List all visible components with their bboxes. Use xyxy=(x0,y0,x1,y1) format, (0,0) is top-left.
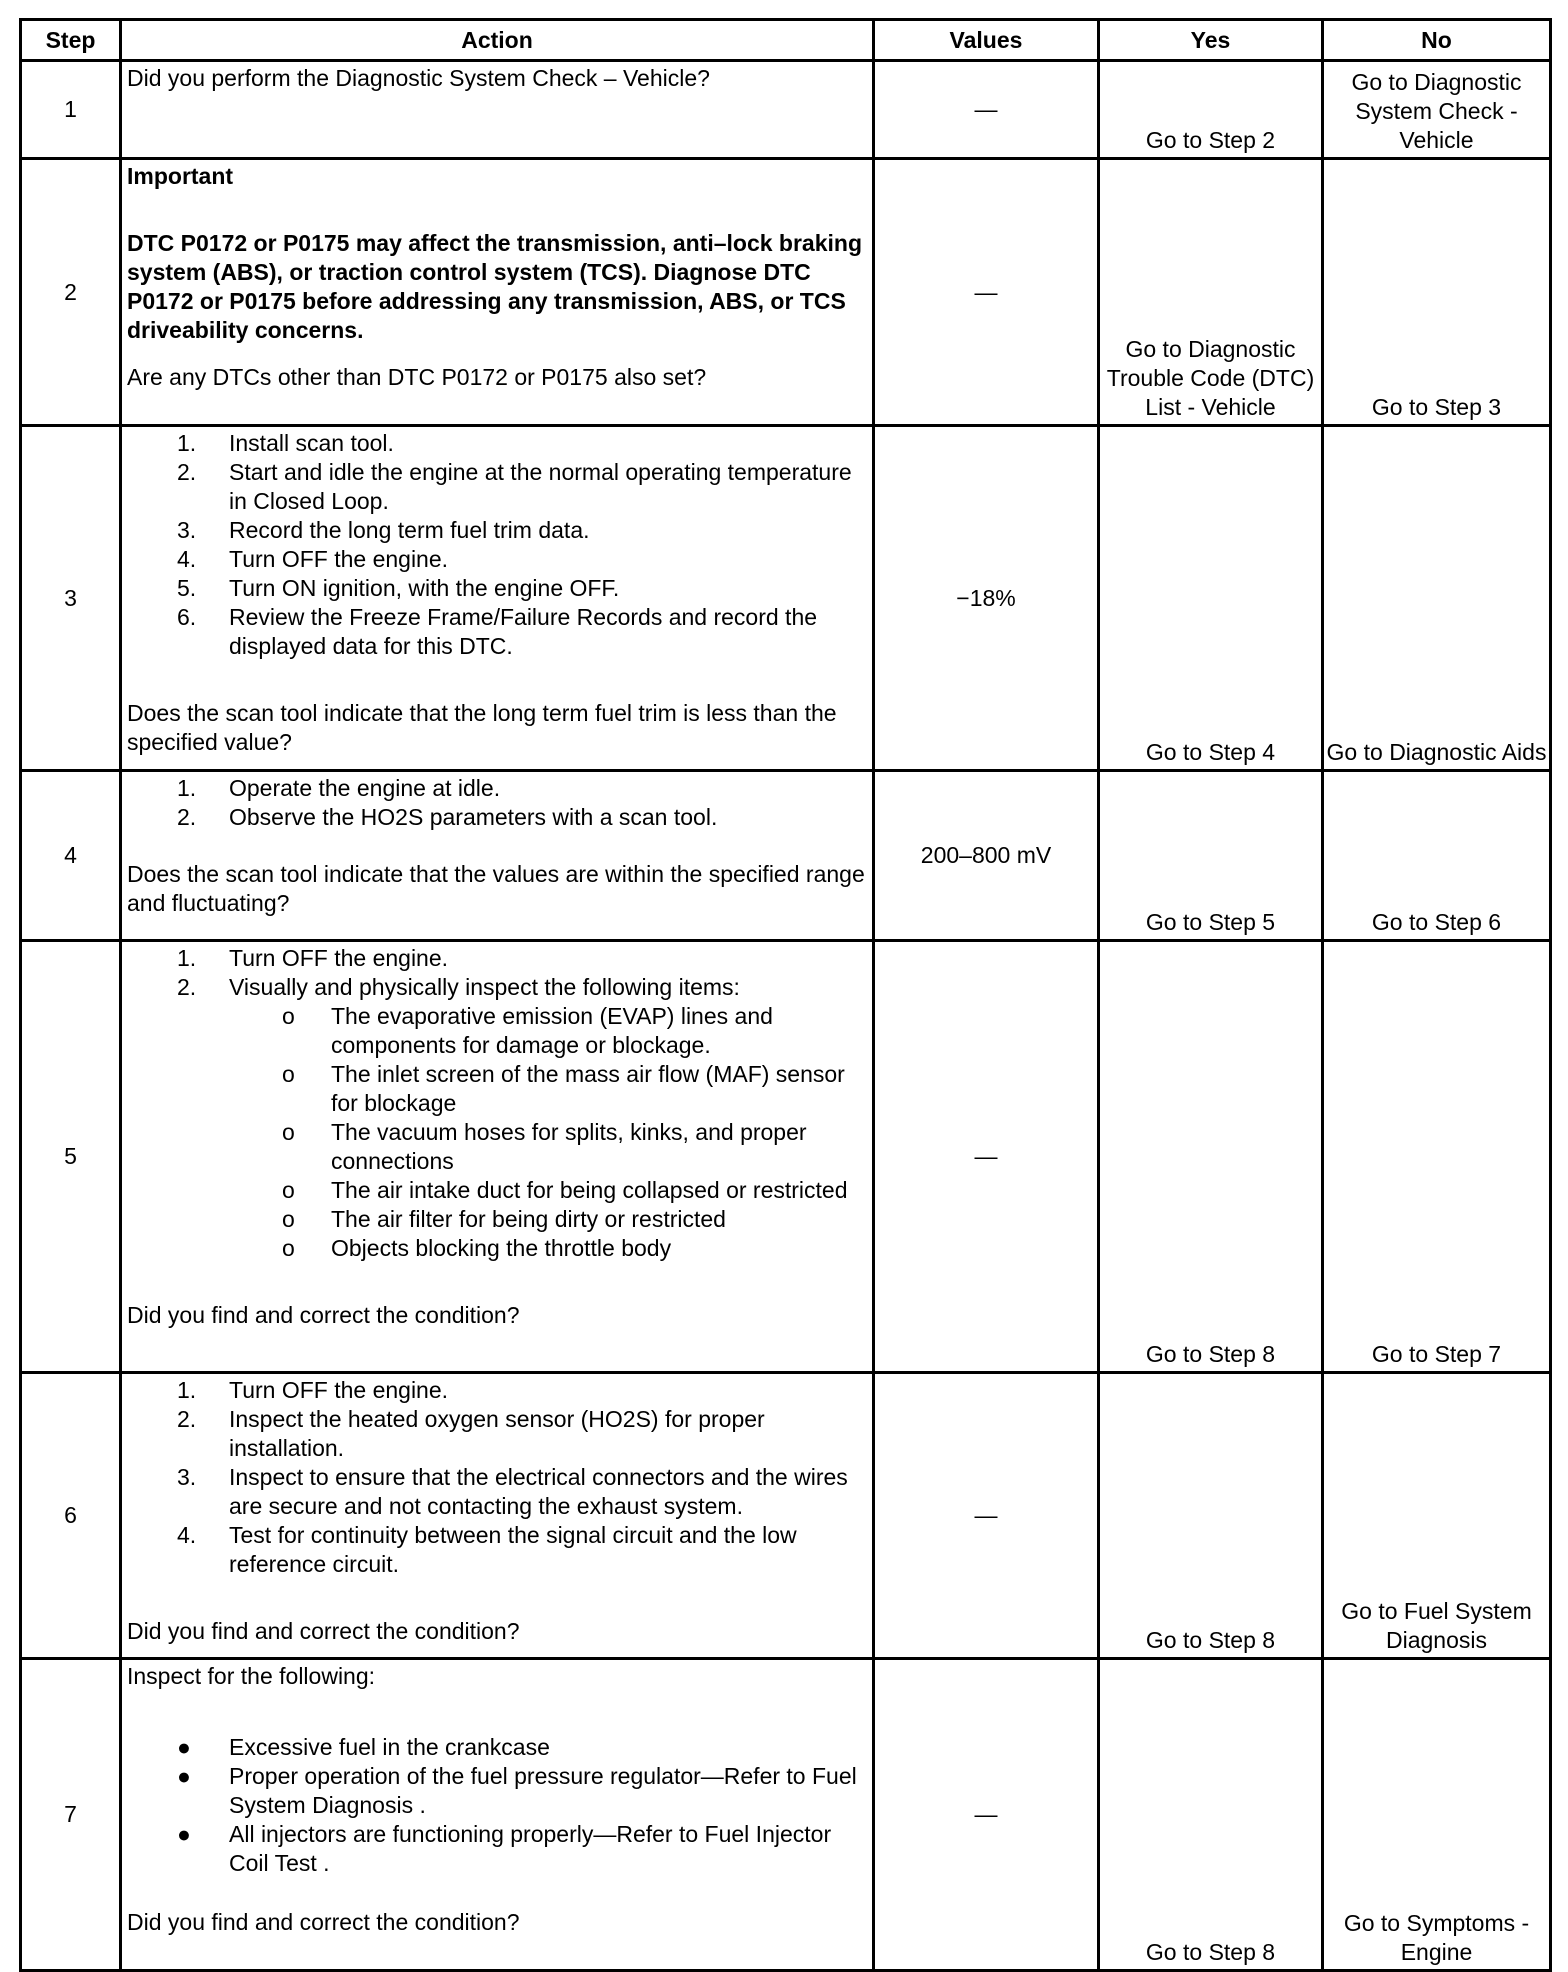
intro-text: Inspect for the following: xyxy=(127,1663,376,1689)
list-item xyxy=(127,944,868,973)
action-cell xyxy=(121,771,874,941)
sub-text: The inlet screen of the mass air flow (MAF) sensor for blockage xyxy=(331,1061,845,1116)
values-cell: −18% xyxy=(874,426,1099,771)
no-cell: Go to Step 7 xyxy=(1323,941,1551,1373)
item-number: 3. xyxy=(177,517,197,543)
values-cell: — xyxy=(874,1373,1099,1659)
sub-text: The evaporative emission (EVAP) lines and components for damage or blockage. xyxy=(331,1003,773,1058)
question-text: Did you find and correct the condition? xyxy=(127,1909,520,1935)
sub-item xyxy=(127,1118,868,1176)
item-number: 2. xyxy=(177,1406,197,1432)
list-item xyxy=(127,1405,868,1463)
no-cell: Go to Step 6 xyxy=(1323,771,1551,941)
question-text: Did you find and correct the condition? xyxy=(127,1618,520,1644)
bullet-item xyxy=(127,1820,868,1878)
values-cell: — xyxy=(874,159,1099,426)
item-text: Turn OFF the engine. xyxy=(229,945,449,971)
item-text: Turn OFF the engine. xyxy=(229,1377,449,1403)
question-text: Did you perform the Diagnostic System Check – Vehicle? xyxy=(127,65,710,91)
list-item xyxy=(127,574,868,603)
item-number: 2. xyxy=(177,974,197,1000)
item-text: Turn ON ignition, with the engine OFF. xyxy=(229,575,620,601)
action-cell xyxy=(121,426,874,771)
yes-cell: Go to Step 8 xyxy=(1099,1373,1323,1659)
item-number: 2. xyxy=(177,459,197,485)
important-label: Important xyxy=(127,163,234,189)
table-row xyxy=(21,771,1551,941)
sub-item xyxy=(127,1002,868,1060)
bullet-item xyxy=(127,1733,868,1762)
bullet-text: Proper operation of the fuel pressure regulator—Refer to Fuel System Diagnosis . xyxy=(229,1763,857,1818)
question-text: Does the scan tool indicate that the long term fuel trim is less than the specified value? xyxy=(127,700,837,755)
bullet-list xyxy=(127,1733,868,1878)
list-item xyxy=(127,603,868,661)
procedure-list xyxy=(127,429,868,661)
sub-item xyxy=(127,1234,868,1263)
bullet-item xyxy=(127,1762,868,1820)
bullet-text: All injectors are functioning properly—Refer to Fuel Injector Coil Test . xyxy=(229,1821,832,1876)
inspection-sublist xyxy=(127,1002,868,1263)
action-cell xyxy=(121,1659,874,1971)
question-text: Did you find and correct the condition? xyxy=(127,1302,520,1328)
item-text: Review the Freeze Frame/Failure Records and record the displayed data for this DTC. xyxy=(229,604,818,659)
item-text: Operate the engine at idle. xyxy=(229,775,501,801)
header-no: No xyxy=(1323,20,1551,61)
item-text: Visually and physically inspect the following items: xyxy=(229,974,740,1000)
values-cell: 200–800 mV xyxy=(874,771,1099,941)
action-cell xyxy=(121,159,874,426)
item-text: Install scan tool. xyxy=(229,430,394,456)
list-item xyxy=(127,516,868,545)
values-cell: — xyxy=(874,61,1099,159)
step-number: 2 xyxy=(21,159,121,426)
item-text: Observe the HO2S parameters with a scan tool. xyxy=(229,804,718,830)
item-number: 1. xyxy=(177,945,197,971)
procedure-list xyxy=(127,944,868,1002)
item-number: 2. xyxy=(177,804,197,830)
item-text: Test for continuity between the signal circuit and the low reference circuit. xyxy=(229,1522,797,1577)
no-cell: Go to Diagnostic System Check - Vehicle xyxy=(1323,61,1551,159)
list-item xyxy=(127,1521,868,1579)
sub-marker: o xyxy=(282,1003,295,1029)
header-action: Action xyxy=(121,20,874,61)
sub-text: The air filter for being dirty or restricted xyxy=(331,1206,726,1232)
sub-marker: o xyxy=(282,1206,295,1232)
bullet-marker: ● xyxy=(177,1734,191,1760)
important-text: DTC P0172 or P0175 may affect the transmission, anti–lock braking system (ABS), or traction control system (TCS). Diagnose DTC P0172 or P0175 before addressing any transmission, ABS, or TCS driveability concerns. xyxy=(127,230,863,343)
list-item xyxy=(127,429,868,458)
step-number: 6 xyxy=(21,1373,121,1659)
question-text: Does the scan tool indicate that the values are within the specified range and fluctuating? xyxy=(127,861,865,916)
item-number: 4. xyxy=(177,546,197,572)
sub-marker: o xyxy=(282,1119,295,1145)
bullet-marker: ● xyxy=(177,1821,191,1847)
item-number: 6. xyxy=(177,604,197,630)
item-number: 4. xyxy=(177,1522,197,1548)
list-item xyxy=(127,1376,868,1405)
bullet-text: Excessive fuel in the crankcase xyxy=(229,1734,550,1760)
item-text: Turn OFF the engine. xyxy=(229,546,449,572)
header-yes: Yes xyxy=(1099,20,1323,61)
question-text: Are any DTCs other than DTC P0172 or P0175 also set? xyxy=(127,364,707,390)
procedure-list xyxy=(127,1376,868,1579)
action-cell xyxy=(121,61,874,159)
step-number: 3 xyxy=(21,426,121,771)
sub-text: The air intake duct for being collapsed or restricted xyxy=(331,1177,848,1203)
table-row xyxy=(21,159,1551,426)
diagnostic-table xyxy=(19,18,1552,1972)
list-item xyxy=(127,1463,868,1521)
step-number: 4 xyxy=(21,771,121,941)
no-cell: Go to Symptoms - Engine xyxy=(1323,1659,1551,1971)
no-cell: Go to Diagnostic Aids xyxy=(1323,426,1551,771)
table-row xyxy=(21,941,1551,1373)
sub-marker: o xyxy=(282,1061,295,1087)
action-cell xyxy=(121,941,874,1373)
step-number: 1 xyxy=(21,61,121,159)
item-number: 1. xyxy=(177,775,197,801)
yes-cell: Go to Step 5 xyxy=(1099,771,1323,941)
procedure-list xyxy=(127,774,868,832)
yes-cell: Go to Step 8 xyxy=(1099,941,1323,1373)
table-row xyxy=(21,1659,1551,1971)
item-text: Start and idle the engine at the normal operating temperature in Closed Loop. xyxy=(229,459,852,514)
no-cell: Go to Fuel System Diagnosis xyxy=(1323,1373,1551,1659)
yes-cell: Go to Diagnostic Trouble Code (DTC) List - Vehicle xyxy=(1099,159,1323,426)
table-row xyxy=(21,426,1551,771)
item-text: Inspect the heated oxygen sensor (HO2S) for proper installation. xyxy=(229,1406,765,1461)
sub-text: The vacuum hoses for splits, kinks, and proper connections xyxy=(331,1119,807,1174)
step-number: 7 xyxy=(21,1659,121,1971)
list-item xyxy=(127,973,868,1002)
action-cell xyxy=(121,1373,874,1659)
sub-marker: o xyxy=(282,1235,295,1261)
header-step: Step xyxy=(21,20,121,61)
yes-cell: Go to Step 8 xyxy=(1099,1659,1323,1971)
item-number: 1. xyxy=(177,1377,197,1403)
sub-item xyxy=(127,1205,868,1234)
list-item xyxy=(127,458,868,516)
no-cell: Go to Step 3 xyxy=(1323,159,1551,426)
yes-cell: Go to Step 4 xyxy=(1099,426,1323,771)
header-values: Values xyxy=(874,20,1099,61)
yes-cell: Go to Step 2 xyxy=(1099,61,1323,159)
table-row xyxy=(21,1373,1551,1659)
sub-item xyxy=(127,1176,868,1205)
list-item xyxy=(127,774,868,803)
values-cell: — xyxy=(874,1659,1099,1971)
list-item xyxy=(127,545,868,574)
values-cell: — xyxy=(874,941,1099,1373)
item-number: 3. xyxy=(177,1464,197,1490)
sub-marker: o xyxy=(282,1177,295,1203)
bullet-marker: ● xyxy=(177,1763,191,1789)
item-number: 5. xyxy=(177,575,197,601)
item-number: 1. xyxy=(177,430,197,456)
sub-text: Objects blocking the throttle body xyxy=(331,1235,672,1261)
sub-item xyxy=(127,1060,868,1118)
item-text: Inspect to ensure that the electrical connectors and the wires are secure and not contacting the exhaust system. xyxy=(229,1464,848,1519)
header-row xyxy=(21,20,1551,61)
item-text: Record the long term fuel trim data. xyxy=(229,517,590,543)
step-number: 5 xyxy=(21,941,121,1373)
list-item xyxy=(127,803,868,832)
table-row xyxy=(21,61,1551,159)
